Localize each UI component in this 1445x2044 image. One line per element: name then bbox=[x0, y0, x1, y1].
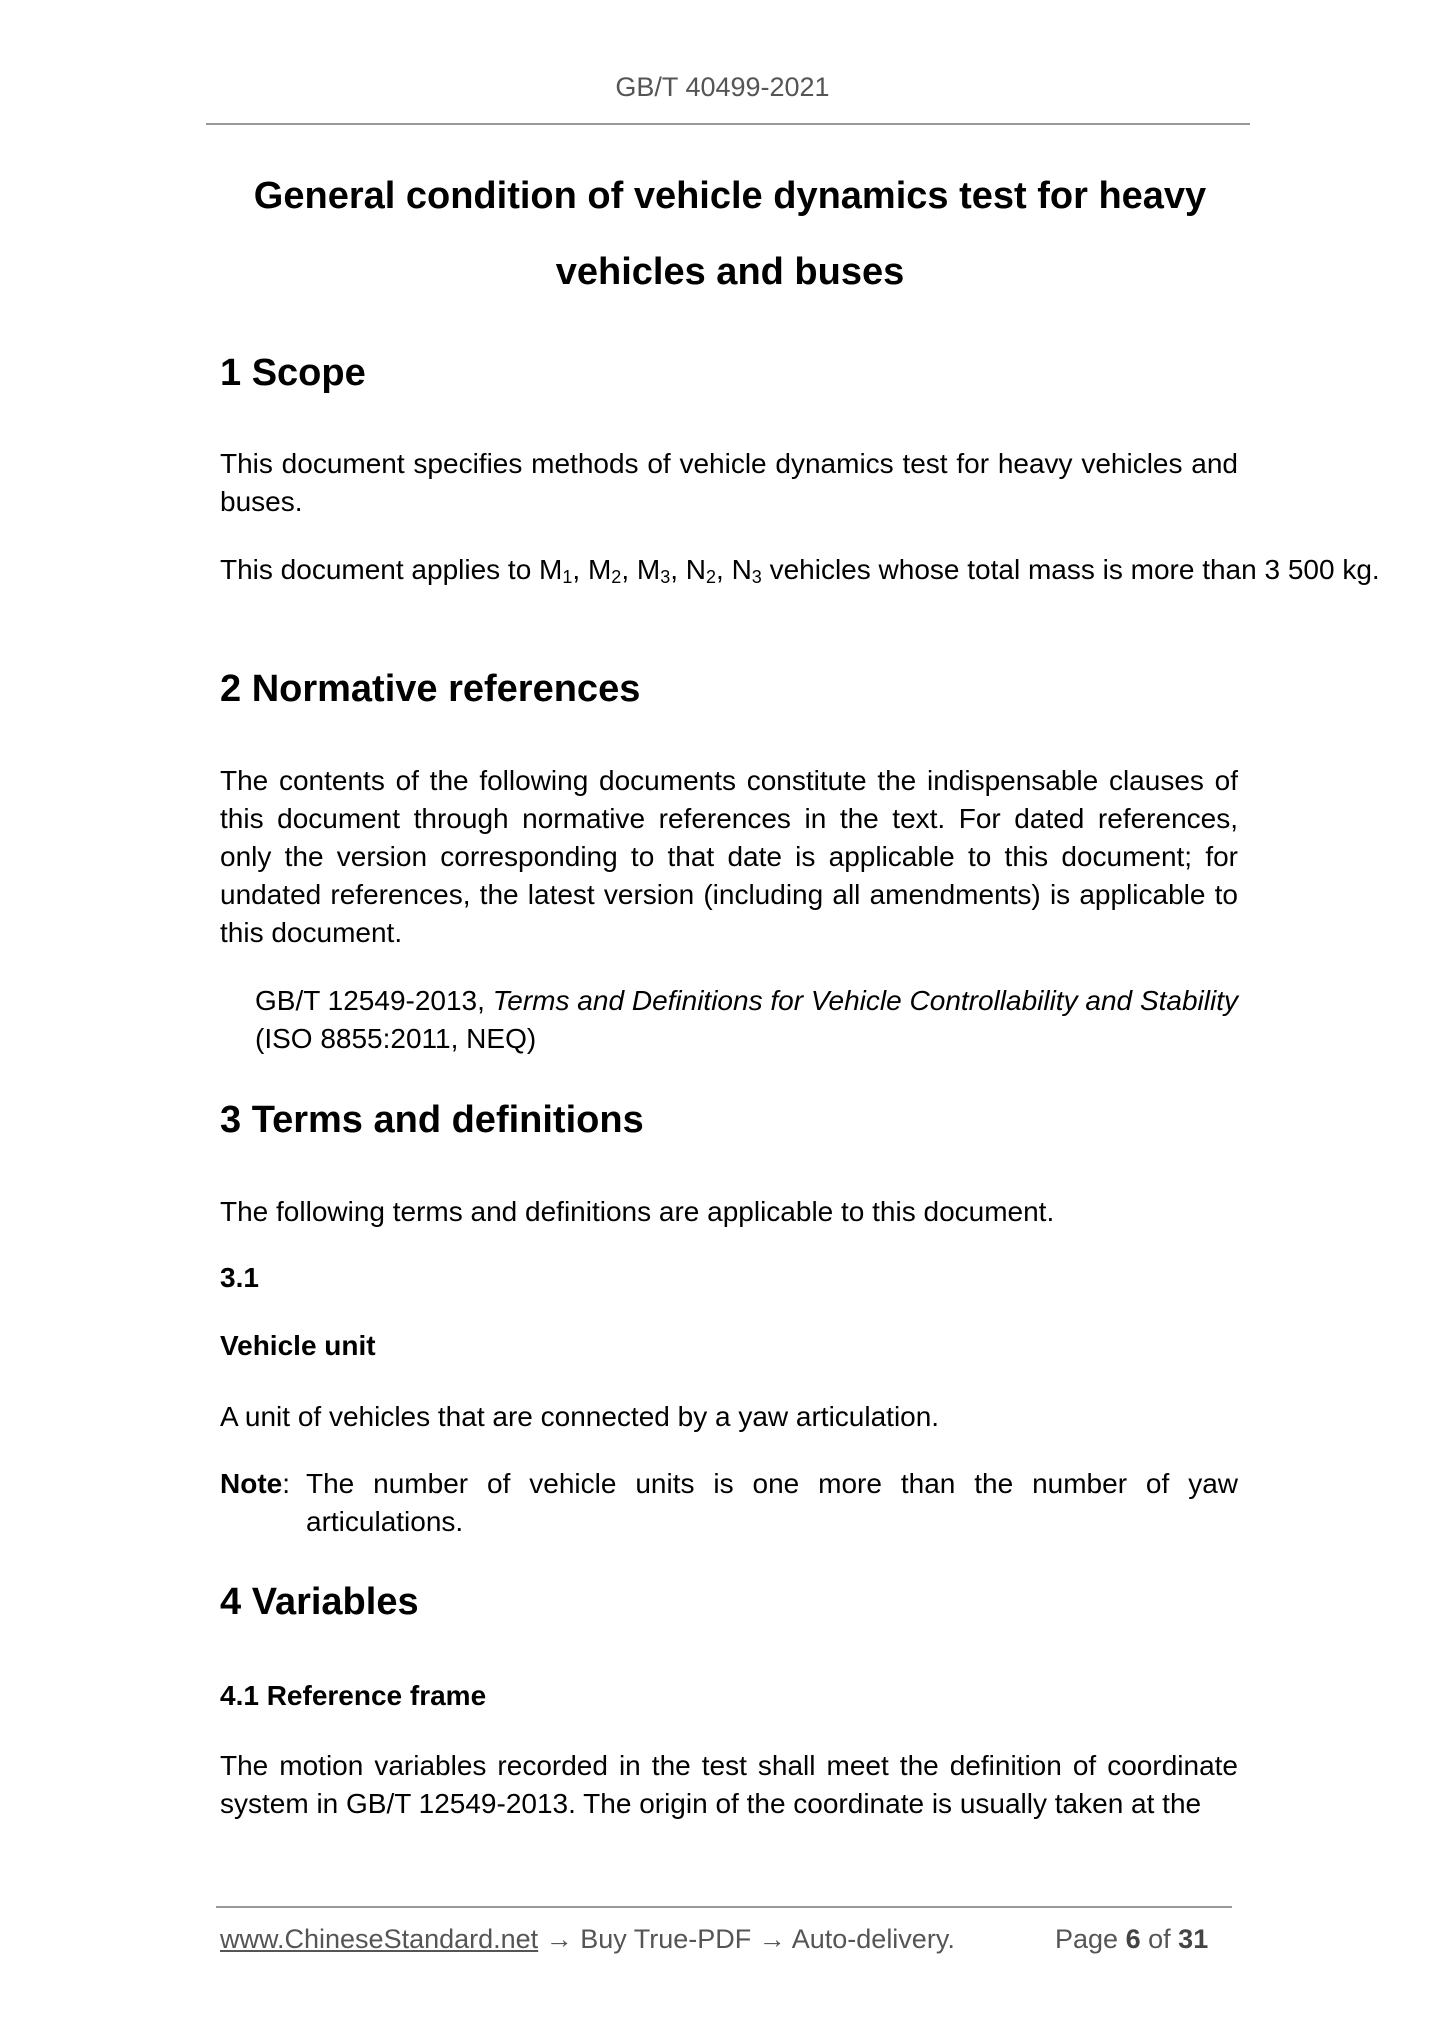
heading-normative-references: 2 Normative references bbox=[220, 668, 641, 710]
running-header: GB/T 40499-2021 bbox=[615, 72, 830, 102]
footer-promo-text: → Buy True-PDF → Auto-delivery. bbox=[538, 1924, 955, 1954]
term-definition: A unit of vehicles that are connected by a yaw articulation. bbox=[220, 1401, 940, 1432]
footer-website-link[interactable]: www.ChineseStandard.net bbox=[220, 1924, 539, 1954]
total-page-number: 31 bbox=[1178, 1924, 1209, 1954]
clause-number: 3.1 bbox=[220, 1262, 259, 1293]
note-colon: : bbox=[282, 1468, 291, 1499]
current-page-number: 6 bbox=[1125, 1924, 1141, 1954]
normative-references-paragraph: The contents of the following documents constitute the indispensable clauses of this document through normative references in the text. For dated references, only the version corresponding to that date is applicable to this document; for undated references, the latest version (including all amendments) is applicable to this document. bbox=[220, 765, 1238, 948]
page-counter: Page 6 of 31 bbox=[1055, 1924, 1209, 1954]
reference-frame-paragraph: The motion variables recorded in the test shall meet the definition of coordinate system in GB/T 12549-2013. The origin of the coordinate is usually taken at the bbox=[220, 1750, 1238, 1819]
note-text: The number of vehicle units is one more than the number of yaw articulations. bbox=[306, 1468, 1238, 1537]
footer-promo bbox=[220, 1924, 955, 1955]
term-vehicle-unit: Vehicle unit bbox=[220, 1330, 376, 1361]
heading-scope: 1 Scope bbox=[220, 352, 366, 394]
heading-terms-and-definitions: 3 Terms and definitions bbox=[220, 1099, 644, 1141]
heading-reference-frame: 4.1 Reference frame bbox=[220, 1680, 487, 1711]
scope-paragraph-2: This document applies to $M_1$, $M_2$, $M_3$, $N_2$, $N_3$ vehicles whose total mass is more than 3 500 kg. bbox=[220, 554, 1380, 587]
terms-intro: The following terms and definitions are applicable to this document. bbox=[220, 1196, 1055, 1227]
reference-entry: GB/T 12549-2013, Terms and Definitions for Vehicle Controllability and Stability (ISO 8855:2011, NEQ) bbox=[255, 985, 1238, 1054]
note-block bbox=[220, 1465, 1238, 1537]
title-line-2: vehicles and buses bbox=[555, 251, 905, 293]
scope-paragraph-1: This document specifies methods of vehicle dynamics test for heavy vehicles and buses. bbox=[220, 448, 1238, 517]
title-line-1: General condition of vehicle dynamics test for heavy bbox=[253, 175, 1207, 217]
footer-rule bbox=[216, 1906, 1232, 1908]
header-rule bbox=[206, 123, 1250, 125]
heading-variables: 4 Variables bbox=[220, 1581, 419, 1623]
document-title bbox=[180, 158, 1280, 310]
note-label: Note bbox=[220, 1468, 283, 1499]
